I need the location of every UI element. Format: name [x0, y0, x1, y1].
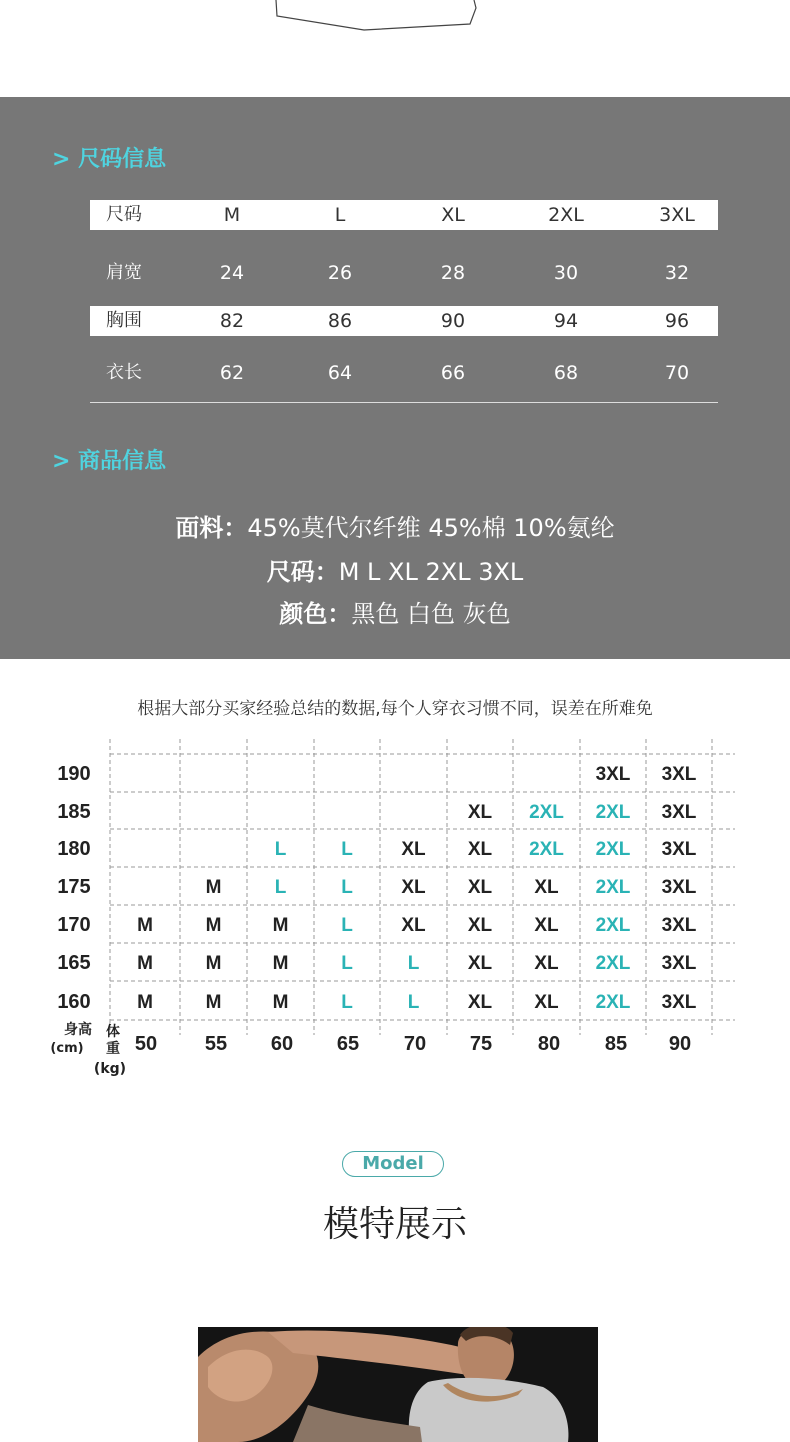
size-table-header: [90, 200, 718, 252]
size-cell: M: [272, 953, 289, 974]
size-cell: 3XL: [595, 764, 631, 785]
size-cell: 3XL: [661, 953, 697, 974]
size-header-label: 尺码: [106, 204, 142, 225]
height-label: 165: [57, 952, 91, 974]
size-row-shoulder: [90, 258, 718, 310]
table-cell: 86: [327, 310, 353, 332]
size-cell: L: [341, 953, 353, 974]
size-cell: L: [274, 839, 287, 860]
weight-label: 65: [336, 1033, 360, 1055]
sizes-key: 尺码：: [266, 558, 339, 586]
size-cell: XL: [401, 915, 426, 936]
size-cell: L: [341, 839, 353, 860]
size-cell: M: [205, 877, 222, 898]
size-header-2xl: 2XL: [548, 204, 584, 226]
height-label: 170: [57, 914, 91, 936]
product-info-heading: > 商品信息: [52, 449, 167, 474]
weight-label: 90: [668, 1033, 692, 1055]
size-cell: L: [407, 953, 420, 974]
size-recommendation-grid: [0, 735, 790, 1080]
size-cell: XL: [467, 877, 493, 898]
size-cell: M: [137, 953, 153, 974]
size-header-3xl: 3XL: [659, 204, 695, 226]
weight-label: 75: [469, 1033, 493, 1055]
weight-axis-label: 体: [106, 1024, 120, 1040]
info-panel: [0, 97, 790, 659]
height-label: 185: [57, 801, 91, 823]
size-cell: 2XL: [595, 802, 631, 823]
model-section-title: 模特展示: [322, 1204, 467, 1245]
size-cell: 3XL: [661, 915, 697, 936]
size-cell: M: [137, 992, 153, 1013]
size-cell: M: [205, 992, 222, 1013]
size-cell: M: [272, 915, 289, 936]
size-cell: L: [407, 992, 420, 1013]
model-photo: [198, 1327, 598, 1442]
sizes-value: M L XL 2XL 3XL: [338, 558, 524, 586]
colors-line: [0, 594, 790, 629]
table-cell: 32: [664, 262, 690, 284]
size-cell: 2XL: [595, 877, 631, 898]
table-cell: 30: [553, 262, 579, 284]
size-cell: 2XL: [595, 953, 631, 974]
height-unit-label: (cm): [50, 1041, 84, 1056]
table-cell: 62: [219, 362, 245, 384]
size-cell: XL: [534, 915, 559, 936]
size-cell: 3XL: [661, 992, 697, 1013]
size-header-xl: XL: [441, 204, 465, 226]
table-cell: 68: [553, 362, 579, 384]
table-cell: 24: [219, 262, 245, 284]
size-cell: M: [137, 915, 153, 936]
size-cell: 2XL: [529, 839, 564, 860]
table-cell: 66: [440, 362, 466, 384]
table-cell: 82: [219, 310, 245, 332]
size-cell: 3XL: [661, 764, 697, 785]
fabric-value: 45%莫代尔纤维 45%棉 10%氨纶: [247, 514, 615, 542]
table-cell: 96: [664, 310, 690, 332]
colors-value: 黑色 白色 灰色: [351, 600, 511, 628]
table-cell: 70: [664, 362, 690, 384]
weight-label: 80: [537, 1033, 561, 1055]
fabric-line: [0, 508, 790, 543]
size-cell: XL: [534, 877, 559, 898]
fabric-key: 面料：: [175, 514, 248, 542]
table-cell: 28: [440, 262, 466, 284]
model-badge: Model: [342, 1151, 444, 1177]
table-cell: 64: [327, 362, 353, 384]
height-label: 175: [57, 876, 91, 898]
size-cell: M: [205, 953, 222, 974]
size-cell: L: [341, 877, 353, 898]
size-row-chest: [90, 306, 718, 358]
table-cell: 26: [327, 262, 353, 284]
table-bottom-rule: [90, 402, 718, 403]
size-cell: 3XL: [661, 802, 697, 823]
height-label: 190: [57, 763, 91, 785]
grid-cells: [137, 764, 697, 1013]
row-label: 肩宽: [106, 262, 142, 283]
garment-outline-sketch: [0, 0, 790, 97]
size-cell: 2XL: [595, 915, 631, 936]
size-cell: M: [272, 992, 289, 1013]
size-cell: XL: [467, 953, 493, 974]
size-cell: XL: [467, 915, 493, 936]
weight-label: 60: [270, 1033, 294, 1055]
size-cell: 3XL: [661, 877, 697, 898]
weight-axis-label: 重: [106, 1041, 120, 1057]
size-cell: 3XL: [661, 839, 697, 860]
colors-key: 颜色：: [279, 600, 352, 628]
row-label: 衣长: [106, 362, 142, 383]
sizes-line: [0, 552, 790, 587]
size-cell: XL: [467, 992, 493, 1013]
size-cell: XL: [401, 839, 426, 860]
weight-label: 70: [403, 1033, 427, 1055]
size-info-heading: > 尺码信息: [52, 147, 167, 172]
height-label: 160: [57, 991, 91, 1013]
size-table: [90, 200, 718, 400]
weight-label: 50: [134, 1033, 158, 1055]
row-label: 胸围: [106, 310, 142, 331]
size-cell: XL: [467, 802, 493, 823]
size-cell: XL: [401, 877, 426, 898]
size-cell: M: [205, 915, 222, 936]
weight-label: 85: [604, 1033, 628, 1055]
weight-label: 55: [204, 1033, 228, 1055]
height-axis-label: 身高: [64, 1022, 92, 1038]
size-cell: 2XL: [529, 802, 564, 823]
size-cell: XL: [534, 992, 559, 1013]
size-cell: XL: [534, 953, 559, 974]
size-cell: L: [274, 877, 287, 898]
size-cell: L: [341, 992, 353, 1013]
weight-unit-label: (kg): [93, 1061, 127, 1077]
size-cell: 2XL: [595, 992, 631, 1013]
size-header-l: L: [334, 204, 346, 226]
size-row-length: [90, 358, 718, 402]
size-header-m: M: [223, 204, 241, 226]
size-cell: L: [341, 915, 353, 936]
size-cell: 2XL: [595, 839, 631, 860]
table-cell: 94: [553, 310, 579, 332]
table-cell: 90: [440, 310, 466, 332]
size-cell: XL: [467, 839, 493, 860]
chart-disclaimer: 根据大部分买家经验总结的数据,每个人穿衣习惯不同，误差在所难免: [137, 699, 653, 719]
height-label: 180: [57, 838, 91, 860]
